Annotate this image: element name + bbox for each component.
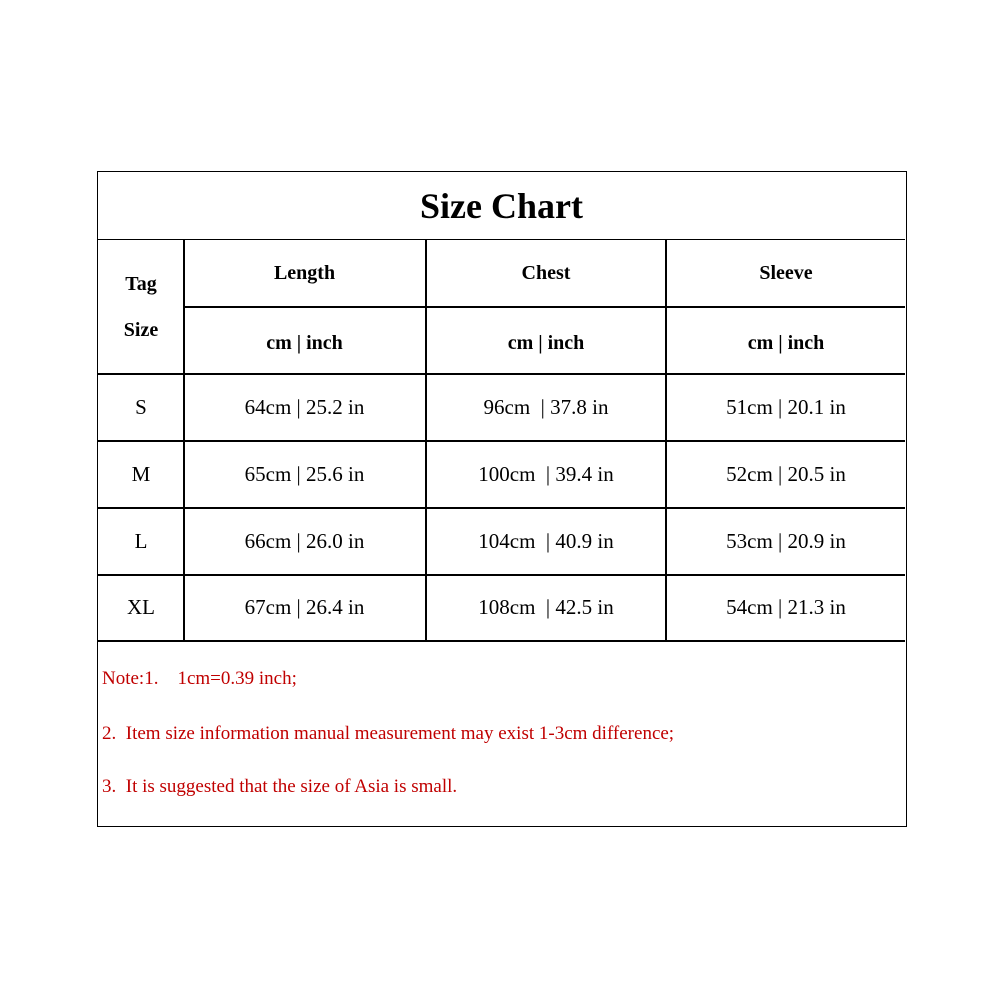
header-length: Length — [273, 261, 336, 284]
row-xl-sleeve: 54cm | 21.3 in — [726, 595, 846, 619]
row-xl-chest: 108cm | 42.5 in — [478, 595, 614, 619]
row-s-length: 64cm | 25.2 in — [244, 394, 365, 419]
table-title: Size Chart — [98, 172, 905, 240]
header-tag-size-line1: Tag — [125, 272, 157, 295]
unit-length: cm | inch — [266, 331, 343, 354]
row-s-sleeve: 51cm | 20.1 in — [726, 394, 846, 419]
grid-line — [98, 640, 905, 642]
row-m-chest: 100cm | 39.4 in — [478, 461, 614, 486]
note-1: Note:1. 1cm=0.39 inch; — [102, 668, 297, 689]
row-size-m: M — [131, 461, 151, 486]
note-2: 2. Item size information manual measurement may exist 1-3cm difference; — [102, 723, 675, 744]
size-chart-table — [97, 171, 907, 827]
note-3: 3. It is suggested that the size of Asia is small. — [102, 776, 458, 797]
header-sleeve: Sleeve — [759, 261, 813, 284]
row-s-chest: 96cm | 37.8 in — [483, 394, 609, 419]
unit-chest: cm | inch — [507, 331, 585, 354]
row-size-l: L — [134, 528, 148, 553]
row-l-length: 66cm | 26.0 in — [244, 528, 365, 553]
unit-sleeve: cm | inch — [747, 331, 825, 354]
row-m-sleeve: 52cm | 20.5 in — [726, 461, 846, 486]
row-xl-length: 67cm | 26.4 in — [244, 595, 365, 619]
row-l-sleeve: 53cm | 20.9 in — [726, 528, 846, 553]
row-size-xl: XL — [127, 595, 155, 619]
header-chest: Chest — [521, 261, 571, 284]
row-l-chest: 104cm | 40.9 in — [478, 528, 614, 553]
row-size-s: S — [135, 394, 147, 419]
row-m-length: 65cm | 25.6 in — [244, 461, 365, 486]
header-tag-size-line2: Size — [123, 318, 159, 341]
header-tag-size — [98, 240, 184, 373]
